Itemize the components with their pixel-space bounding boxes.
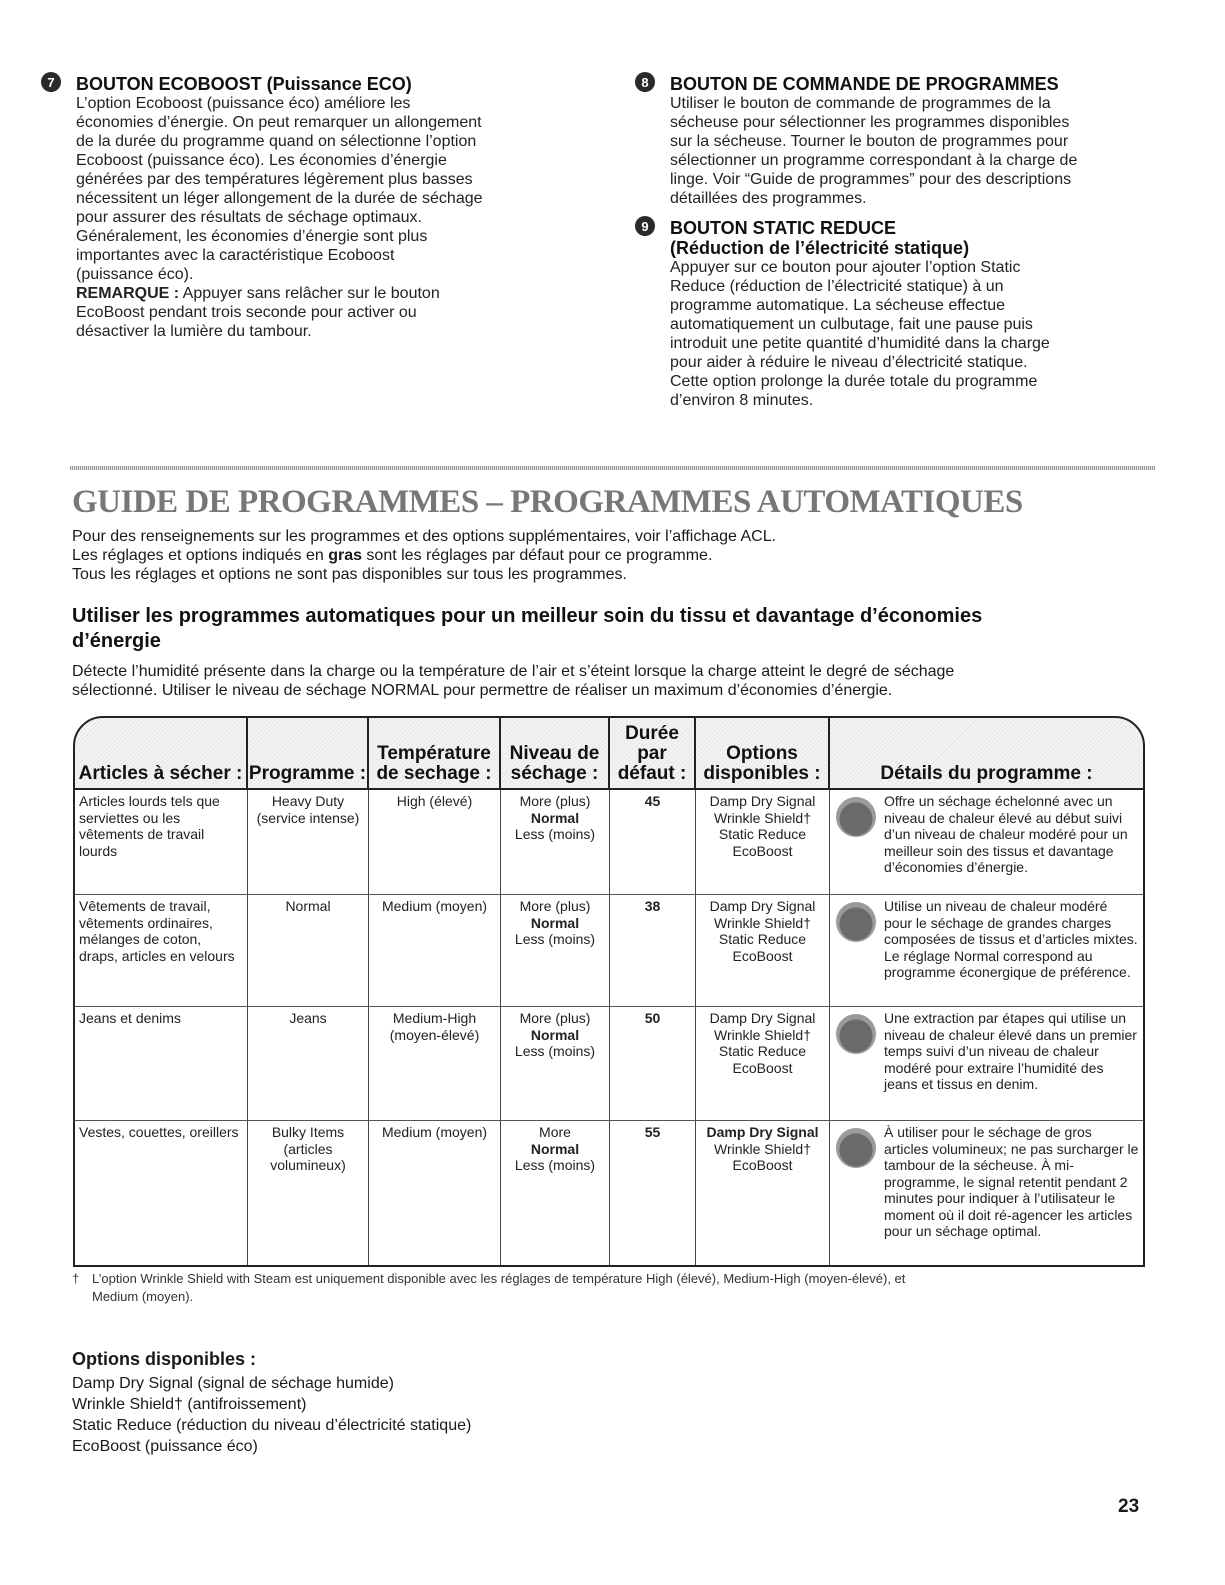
body-line: linge. Voir “Guide de programmes” pour des descriptions xyxy=(670,171,1072,188)
cell-program: Bulky Items (articles volumineux) xyxy=(248,1121,369,1265)
level-item: More (plus) xyxy=(519,793,591,809)
footnote xyxy=(72,1270,1152,1306)
body-line: Généralement, les économies d’énergie sont plus xyxy=(76,228,428,245)
cell-articles: Vestes, couettes, oreillers xyxy=(75,1121,248,1265)
body-line: Utiliser le bouton de commande de programmes de la xyxy=(670,95,1051,112)
body-line: programme automatique. La sécheuse effectue xyxy=(670,297,1006,314)
intro-text xyxy=(72,527,1152,584)
option-list-item: Static Reduce (réduction du niveau d’électricité statique) xyxy=(72,1417,472,1434)
level-item: More (plus) xyxy=(519,1010,591,1026)
footnote-mark: † xyxy=(72,1271,80,1286)
header-options: Options disponibles : xyxy=(696,718,830,788)
body-line: sur la sécheuse. Tourner le bouton de programmes pour xyxy=(670,133,1069,150)
section-number-badge: 8 xyxy=(635,72,655,92)
cell-program: Normal xyxy=(248,895,369,1006)
auto-programs-description xyxy=(72,662,1152,700)
intro-line: Pour des renseignements sur les programmes et des options supplémentaires, voir l’affichage ACL. xyxy=(72,528,777,545)
program-dot-icon xyxy=(836,1014,876,1054)
program-dot-icon xyxy=(836,1128,876,1168)
cell-dry-level xyxy=(501,1121,610,1265)
option-item: EcoBoost xyxy=(732,1059,793,1076)
option-item: EcoBoost xyxy=(732,1157,793,1173)
auto-programs-subheading: Utiliser les programmes automatiques pour un meilleur soin du tissu et davantage d’économies d’énergie xyxy=(72,605,983,652)
level-item-default: Normal xyxy=(530,914,580,931)
body-line: détaillées des programmes. xyxy=(670,190,867,207)
option-item: Wrinkle Shield† xyxy=(713,1140,811,1157)
section-title: BOUTON DE COMMANDE DE PROGRAMMES xyxy=(670,74,1059,94)
table-header xyxy=(73,716,1145,790)
cell-duration: 55 xyxy=(610,1121,696,1265)
table-row xyxy=(73,790,1145,895)
right-column xyxy=(641,74,1160,420)
level-item: More xyxy=(539,1124,571,1140)
description-line: Détecte l’humidité présente dans la charge ou la température de l’air et s’éteint lorsque la charge atteint le degré de séchage xyxy=(72,663,955,680)
table-row xyxy=(73,1121,1145,1267)
note-label: REMARQUE : xyxy=(76,285,180,302)
cell-dry-level xyxy=(501,1007,610,1120)
option-item: Wrinkle Shield† xyxy=(713,1026,811,1043)
level-item-default: Normal xyxy=(530,1140,580,1157)
option-list-item: Wrinkle Shield† (antifroissement) xyxy=(72,1396,307,1413)
body-line: L’option Ecoboost (puissance éco) améliore les xyxy=(76,95,411,112)
section-number-badge: 7 xyxy=(41,72,61,92)
cell-temperature: Medium (moyen) xyxy=(369,1121,501,1265)
section-divider xyxy=(70,466,1155,470)
section-body xyxy=(670,94,1160,208)
body-line: Cette option prolonge la durée totale du programme xyxy=(670,373,1038,390)
footnote-text: Medium (moyen). xyxy=(92,1289,194,1304)
option-item: Static Reduce xyxy=(718,826,807,842)
cell-options xyxy=(696,895,830,1006)
body-line: économies d’énergie. On peut remarquer un allongement xyxy=(76,114,482,131)
option-item: Wrinkle Shield† xyxy=(713,809,811,826)
cell-details xyxy=(830,895,1143,1006)
header-duration: Durée par défaut : xyxy=(610,718,696,788)
cell-options xyxy=(696,1007,830,1120)
header-dry-level: Niveau de séchage : xyxy=(501,718,610,788)
option-list-item: Damp Dry Signal (signal de séchage humide) xyxy=(72,1375,394,1392)
body-line: pour assurer des résultats de séchage optimaux. xyxy=(76,209,422,226)
level-item-default: Normal xyxy=(530,809,580,826)
details-text: Utilise un niveau de chaleur modéré pour le séchage de grandes charges composées de tissus et d’articles mixtes. Le réglage Normal correspond au programme éconergique de préférence. xyxy=(884,898,1138,980)
note-text: Appuyer sans relâcher sur le bouton xyxy=(179,285,440,302)
page-number: 23 xyxy=(1118,1496,1140,1517)
static-reduce-section xyxy=(641,218,1160,410)
intro-line xyxy=(72,546,1152,565)
body-line: générées par des températures légèrement plus basses xyxy=(76,171,473,188)
details-text: Une extraction par étapes qui utilise un niveau de chaleur élevé dans un premier temps suivi d’un niveau de chaleur modéré pour extraire l’humidité des jeans et tissus en denim. xyxy=(884,1010,1137,1092)
section-subtitle: (Réduction de l’électricité statique) xyxy=(670,238,970,258)
body-line: introduit une petite quantité d’humidité dans la charge xyxy=(670,335,1050,352)
guide-title: GUIDE DE PROGRAMMES – PROGRAMMES AUTOMATIQUES xyxy=(72,484,1023,520)
body-line: nécessitent un léger allongement de la durée de séchage xyxy=(76,190,483,207)
cell-articles: Vêtements de travail, vêtements ordinaires, mélanges de coton, draps, articles en velours xyxy=(75,895,248,1006)
body-line: automatiquement un culbutage, fait une pause puis xyxy=(670,316,1033,333)
body-line: sécheuse pour sélectionner les programmes disponibles xyxy=(670,114,1070,131)
section-title: BOUTON STATIC REDUCE xyxy=(670,218,897,238)
available-options xyxy=(72,1347,471,1457)
footnote-text: L’option Wrinkle Shield with Steam est uniquement disponible avec les réglages de température High (élevé), Medium-High (moyen-élevé), et xyxy=(92,1271,906,1286)
section-body xyxy=(670,258,1160,410)
section-title: BOUTON ECOBOOST (Puissance ECO) xyxy=(76,74,412,94)
body-line: Appuyer sur ce bouton pour ajouter l’option Static xyxy=(670,259,1021,276)
option-list-item: EcoBoost (puissance éco) xyxy=(72,1438,258,1455)
cell-dry-level xyxy=(501,895,610,1006)
description-line: sélectionné. Utiliser le niveau de séchage NORMAL pour permettre de réaliser un maximum d’économies d’énergie. xyxy=(72,682,893,699)
option-item: Wrinkle Shield† xyxy=(713,914,811,931)
cell-temperature: High (élevé) xyxy=(369,790,501,894)
program-dot-icon xyxy=(836,797,876,837)
option-item: Damp Dry Signal xyxy=(709,898,816,914)
cell-duration: 45 xyxy=(610,790,696,894)
program-knob-section xyxy=(641,74,1160,208)
level-item: Less (moins) xyxy=(514,826,596,842)
note-text: EcoBoost pendant trois seconde pour activer ou xyxy=(76,304,417,321)
intro-text-part: sont les réglages par défaut pour ce programme. xyxy=(361,547,713,564)
body-line: (puissance éco). xyxy=(76,266,194,283)
cell-dry-level xyxy=(501,790,610,894)
intro-bold-word: gras xyxy=(328,547,362,564)
level-item: More (plus) xyxy=(519,898,591,914)
note-line xyxy=(76,284,586,303)
body-line: de la durée du programme quand on sélectionne l’option xyxy=(76,133,477,150)
option-item: Static Reduce xyxy=(718,931,807,947)
cell-temperature: Medium-High (moyen-élevé) xyxy=(369,1007,501,1120)
body-line: Reduce (réduction de l’électricité statique) à un xyxy=(670,278,1004,295)
level-item: Less (moins) xyxy=(514,931,596,947)
section-number-badge: 9 xyxy=(635,216,655,236)
left-column xyxy=(47,74,586,351)
intro-text-part: Les réglages et options indiqués en xyxy=(72,547,329,564)
option-item: EcoBoost xyxy=(732,947,793,964)
option-item-default: Damp Dry Signal xyxy=(706,1124,819,1140)
header-details: Détails du programme : xyxy=(880,763,1093,784)
program-guide-table xyxy=(73,716,1145,1267)
cell-program: Jeans xyxy=(248,1007,369,1120)
intro-line: Tous les réglages et options ne sont pas disponibles sur tous les programmes. xyxy=(72,566,627,583)
level-item: Less (moins) xyxy=(514,1043,596,1059)
body-line: sélectionner un programme correspondant à la charge de xyxy=(670,152,1078,169)
cell-duration: 38 xyxy=(610,895,696,1006)
cell-duration: 50 xyxy=(610,1007,696,1120)
level-item: Less (moins) xyxy=(514,1157,596,1173)
cell-options xyxy=(696,790,830,894)
option-item: Damp Dry Signal xyxy=(709,1010,816,1026)
option-item: Damp Dry Signal xyxy=(709,793,816,809)
available-options-title: Options disponibles : xyxy=(72,1349,256,1369)
level-item-default: Normal xyxy=(530,1026,580,1043)
cell-program: Heavy Duty (service intense) xyxy=(248,790,369,894)
program-dot-icon xyxy=(836,902,876,942)
ecoboost-section xyxy=(47,74,586,341)
cell-options xyxy=(696,1121,830,1265)
cell-details xyxy=(830,1007,1143,1120)
table-row xyxy=(73,895,1145,1007)
note-text: désactiver la lumière du tambour. xyxy=(76,323,312,340)
cell-articles: Jeans et denims xyxy=(75,1007,248,1120)
option-item: EcoBoost xyxy=(732,842,793,859)
section-body xyxy=(76,94,586,341)
details-text: À utiliser pour le séchage de gros articles volumineux; ne pas surcharger le tambour de la sécheuse. À mi-programme, le signal retentit pendant 2 minutes pour indiquer à l’utilisateur le moment où il doit ré-agencer les articles pour un séchage optimal. xyxy=(884,1124,1139,1239)
table-row xyxy=(73,1007,1145,1121)
cell-details xyxy=(830,790,1143,894)
header-program: Programme : xyxy=(248,718,369,788)
body-line: d’environ 8 minutes. xyxy=(670,392,814,409)
body-line: pour aider à réduire le niveau d’électricité statique. xyxy=(670,354,1028,371)
header-temperature: Température de sechage : xyxy=(369,718,501,788)
details-text: Offre un séchage échelonné avec un niveau de chaleur élevé au début suivi d’un niveau de chaleur modéré pour un meilleur soin des tissus et davantage d’économies d’énergie. xyxy=(884,793,1128,875)
cell-temperature: Medium (moyen) xyxy=(369,895,501,1006)
cell-articles: Articles lourds tels que serviettes ou les vêtements de travail lourds xyxy=(75,790,248,894)
body-line: importantes avec la caractéristique Ecoboost xyxy=(76,247,395,264)
body-line: Ecoboost (puissance éco). Les économies d’énergie xyxy=(76,152,447,169)
option-item: Static Reduce xyxy=(718,1043,807,1059)
cell-details xyxy=(830,1121,1143,1265)
header-articles: Articles à sécher : xyxy=(75,718,248,788)
